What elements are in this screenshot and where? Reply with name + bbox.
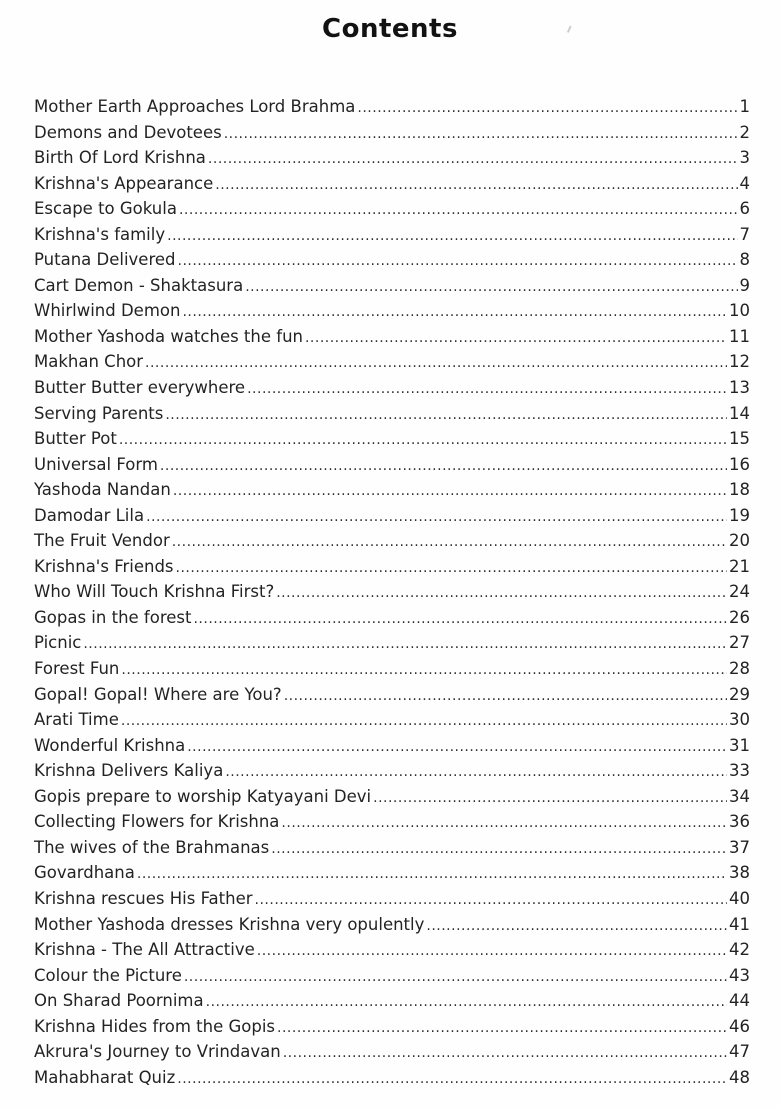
toc-entry-title: Wonderful Krishna bbox=[34, 735, 186, 755]
toc-entry-page-number: 9 bbox=[739, 275, 750, 295]
toc-entry-title: Butter Pot bbox=[34, 429, 117, 449]
dot-leader bbox=[137, 860, 727, 888]
toc-entry-title: The wives of the Brahmanas bbox=[34, 837, 270, 857]
toc-entry-page-number: 26 bbox=[729, 607, 750, 627]
toc-entry-title: Colour the Picture bbox=[34, 965, 182, 985]
toc-entry-page-number: 47 bbox=[729, 1042, 750, 1062]
toc-entry bbox=[34, 222, 750, 248]
toc-entry bbox=[34, 886, 750, 912]
toc-entry-title: Demons and Devotees bbox=[34, 122, 222, 142]
toc-entry-page-number: 1 bbox=[739, 97, 750, 116]
toc-entry-page-number: 46 bbox=[729, 1016, 750, 1036]
dot-leader bbox=[247, 375, 727, 403]
toc-entry-page-number: 44 bbox=[729, 991, 750, 1011]
dot-leader bbox=[145, 349, 727, 377]
toc-entry-title: Krishna rescues His Father bbox=[34, 888, 253, 908]
dot-leader bbox=[255, 886, 727, 914]
dot-leader bbox=[225, 758, 727, 786]
dot-leader bbox=[257, 937, 727, 965]
toc-entry-page-number: 20 bbox=[729, 531, 750, 551]
toc-entry-title: Birth Of Lord Krishna bbox=[34, 148, 206, 168]
dot-leader bbox=[224, 120, 738, 148]
toc-entry-page-number: 38 bbox=[729, 863, 750, 883]
toc-entry bbox=[34, 1039, 750, 1065]
toc-entry-page-number: 15 bbox=[729, 429, 750, 449]
toc-entry-title: Krishna Hides from the Gopis bbox=[34, 1016, 276, 1036]
toc-entry-title: Krishna - The All Attractive bbox=[34, 940, 255, 960]
toc-entry-title: Collecting Flowers for Krishna bbox=[34, 812, 280, 832]
dot-leader bbox=[119, 426, 727, 454]
toc-entry-page-number: 11 bbox=[729, 326, 750, 346]
toc-entry-title: Krishna's Appearance bbox=[34, 173, 214, 193]
toc-entry bbox=[34, 171, 750, 197]
dot-leader bbox=[426, 912, 727, 940]
toc-entry-title: Picnic bbox=[34, 633, 82, 653]
toc-entry-title: Universal Form bbox=[34, 454, 158, 474]
dot-leader bbox=[208, 145, 738, 173]
toc-entry-page-number: 34 bbox=[729, 786, 750, 806]
toc-entry-page-number: 7 bbox=[739, 224, 750, 244]
toc-entry bbox=[34, 94, 750, 120]
toc-entry-title: Mahabharat Quiz bbox=[34, 1067, 176, 1087]
toc-entry-title: Serving Parents bbox=[34, 403, 164, 423]
dot-leader bbox=[177, 1065, 727, 1093]
toc-entry-title: Gopas in the forest bbox=[34, 607, 192, 627]
toc-entry-page-number: 41 bbox=[729, 914, 750, 934]
toc-entry-page-number: 21 bbox=[729, 556, 750, 576]
toc-entry bbox=[34, 145, 750, 171]
toc-entry bbox=[34, 349, 750, 375]
dot-leader bbox=[206, 988, 727, 1016]
dot-leader bbox=[357, 94, 737, 122]
dot-leader bbox=[172, 528, 727, 556]
toc-entry-page-number: 16 bbox=[729, 454, 750, 474]
toc-entry bbox=[34, 477, 750, 503]
toc-entry-title: Putana Delivered bbox=[34, 250, 176, 270]
toc-entry-page-number: 19 bbox=[729, 505, 750, 525]
toc-entry bbox=[34, 1065, 750, 1091]
toc-entry bbox=[34, 1014, 750, 1040]
toc-entry-page-number: 40 bbox=[729, 888, 750, 908]
dot-leader bbox=[271, 835, 727, 863]
toc-entry bbox=[34, 579, 750, 605]
toc-entry-title: Akrura's Journey to Vrindavan bbox=[34, 1042, 281, 1062]
toc-entry bbox=[34, 605, 750, 631]
toc-entry-page-number: 4 bbox=[739, 173, 750, 193]
page-title: Contents bbox=[322, 14, 458, 44]
dot-leader bbox=[121, 707, 727, 735]
dot-leader bbox=[187, 733, 727, 761]
toc-entry-title: Butter Butter everywhere bbox=[34, 378, 246, 398]
toc-entry bbox=[34, 452, 750, 478]
dot-leader bbox=[283, 1039, 727, 1067]
dot-leader bbox=[176, 554, 727, 582]
toc-entry-page-number: 31 bbox=[729, 735, 750, 755]
dot-leader bbox=[245, 273, 737, 301]
toc-entry-title: On Sharad Poornima bbox=[34, 991, 204, 1011]
toc-entry-title: The Fruit Vendor bbox=[34, 531, 170, 551]
toc-entry-page-number: 10 bbox=[729, 301, 750, 321]
toc-entry-title: Damodar Lila bbox=[34, 505, 145, 525]
toc-entry bbox=[34, 120, 750, 146]
toc-entry-page-number: 42 bbox=[729, 940, 750, 960]
toc-entry-title: Gopis prepare to worship Katyayani Devi bbox=[34, 786, 372, 806]
dot-leader bbox=[182, 298, 727, 326]
toc-entry-page-number: 27 bbox=[729, 633, 750, 653]
toc-entry-title: Mother Yashoda dresses Krishna very opulently bbox=[34, 914, 425, 934]
toc-entry-page-number: 6 bbox=[739, 199, 750, 219]
dot-leader bbox=[215, 171, 737, 199]
toc-entry-page-number: 33 bbox=[729, 761, 750, 781]
dot-leader bbox=[165, 401, 727, 429]
toc-entry-title: Whirlwind Demon bbox=[34, 301, 181, 321]
dot-leader bbox=[305, 324, 727, 352]
toc-entry-page-number: 30 bbox=[729, 710, 750, 730]
toc-entry bbox=[34, 860, 750, 886]
toc-entry bbox=[34, 401, 750, 427]
toc-entry bbox=[34, 196, 750, 222]
toc-entry-title: Escape to Gokula bbox=[34, 199, 177, 219]
toc-entry-title: Govardhana bbox=[34, 863, 135, 883]
toc-entry-title: Krishna's family bbox=[34, 224, 166, 244]
toc-entry bbox=[34, 375, 750, 401]
dot-leader bbox=[160, 452, 727, 480]
toc-entry-page-number: 43 bbox=[729, 965, 750, 985]
toc-entry bbox=[34, 758, 750, 784]
toc-entry bbox=[34, 988, 750, 1014]
toc-entry-title: Yashoda Nandan bbox=[34, 480, 171, 500]
dot-leader bbox=[193, 605, 727, 633]
toc-entry-page-number: 48 bbox=[729, 1067, 750, 1087]
toc-entry bbox=[34, 809, 750, 835]
dot-leader bbox=[277, 1014, 727, 1042]
toc-entry-title: Who Will Touch Krishna First? bbox=[34, 582, 275, 602]
dot-leader bbox=[281, 809, 727, 837]
toc-entry-page-number: 13 bbox=[729, 378, 750, 398]
toc-entry bbox=[34, 528, 750, 554]
toc-entry bbox=[34, 912, 750, 938]
toc-entry-title: Arati Time bbox=[34, 710, 119, 730]
toc-entry bbox=[34, 937, 750, 963]
toc-entry bbox=[34, 554, 750, 580]
dot-leader bbox=[146, 503, 727, 531]
dot-leader bbox=[179, 196, 738, 224]
toc-entry-page-number: 2 bbox=[739, 122, 750, 142]
toc-entry bbox=[34, 503, 750, 529]
dot-leader bbox=[284, 682, 727, 710]
toc-entry bbox=[34, 426, 750, 452]
toc-list bbox=[34, 94, 750, 1090]
toc-entry-page-number: 18 bbox=[729, 480, 750, 500]
toc-entry-title: Mother Earth Approaches Lord Brahma bbox=[34, 97, 356, 116]
toc-entry-title: Mother Yashoda watches the fun bbox=[34, 326, 303, 346]
dot-leader bbox=[121, 656, 727, 684]
toc-entry-page-number: 8 bbox=[739, 250, 750, 270]
toc-entry bbox=[34, 298, 750, 324]
dot-leader bbox=[373, 784, 727, 812]
toc-entry-title: Krishna's Friends bbox=[34, 556, 174, 576]
dot-leader bbox=[184, 963, 727, 991]
toc-entry bbox=[34, 835, 750, 861]
toc-entry-page-number: 29 bbox=[729, 684, 750, 704]
toc-entry-page-number: 37 bbox=[729, 837, 750, 857]
toc-entry-title: Gopal! Gopal! Where are You? bbox=[34, 684, 282, 704]
toc-entry-page-number: 14 bbox=[729, 403, 750, 423]
toc-entry-title: Forest Fun bbox=[34, 659, 120, 679]
toc-entry-page-number: 28 bbox=[729, 659, 750, 679]
toc-entry bbox=[34, 784, 750, 810]
toc-entry bbox=[34, 630, 750, 656]
dot-leader bbox=[276, 579, 727, 607]
toc-entry bbox=[34, 273, 750, 299]
toc-entry-page-number: 12 bbox=[729, 352, 750, 372]
toc-entry-page-number: 24 bbox=[729, 582, 750, 602]
toc-entry bbox=[34, 963, 750, 989]
dot-leader bbox=[178, 247, 738, 275]
toc-entry bbox=[34, 707, 750, 733]
dot-leader bbox=[173, 477, 727, 505]
toc-entry bbox=[34, 656, 750, 682]
toc-entry bbox=[34, 733, 750, 759]
toc-entry-page-number: 3 bbox=[739, 148, 750, 168]
toc-entry-title: Cart Demon - Shaktasura bbox=[34, 275, 244, 295]
toc-entry bbox=[34, 324, 750, 350]
toc-entry-title: Makhan Chor bbox=[34, 352, 144, 372]
dot-leader bbox=[167, 222, 737, 250]
toc-entry-page-number: 36 bbox=[729, 812, 750, 832]
toc-entry bbox=[34, 247, 750, 273]
toc-entry bbox=[34, 682, 750, 708]
dot-leader bbox=[83, 630, 727, 658]
toc-entry-title: Krishna Delivers Kaliya bbox=[34, 761, 224, 781]
